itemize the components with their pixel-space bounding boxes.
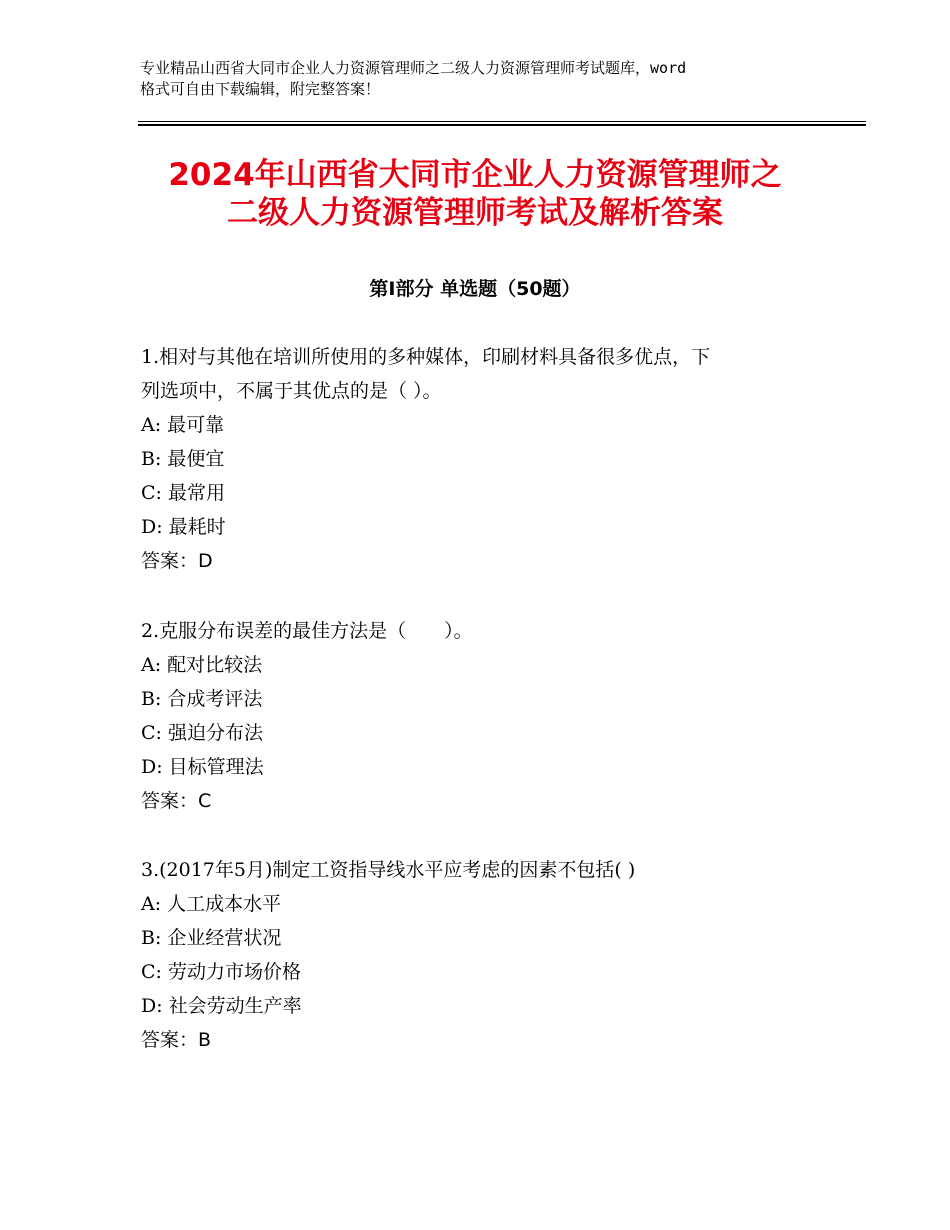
document-title-line-2: 二级人力资源管理师考试及解析答案 <box>227 195 723 231</box>
option-c: C: 劳动力市场价格 <box>141 961 301 983</box>
option-d: D: 社会劳动生产率 <box>141 995 302 1017</box>
question-stem <box>141 853 821 887</box>
option-b: B: 最便宜 <box>141 448 225 470</box>
question-stem <box>141 614 821 648</box>
answer: 答案：D <box>141 550 213 572</box>
option-a: A: 配对比较法 <box>141 654 263 676</box>
section-heading: 第Ⅰ部分 单选题（50题） <box>369 278 581 300</box>
answer: 答案：B <box>141 1029 212 1051</box>
question-1 <box>141 340 821 578</box>
option-a: A: 最可靠 <box>141 414 225 436</box>
question-3 <box>141 853 821 1057</box>
option-d: D: 最耗时 <box>141 516 226 538</box>
question-stem-line: 列选项中，不属于其优点的是（ ）。 <box>141 380 442 402</box>
option-a: A: 人工成本水平 <box>141 893 282 915</box>
header-note <box>140 58 830 100</box>
question-stem-line: 3.(2017年5月)制定工资指导线水平应考虑的因素不包括( ) <box>141 859 636 881</box>
header-divider-thick <box>138 124 866 126</box>
question-2 <box>141 614 821 818</box>
header-divider-thin <box>138 121 866 122</box>
option-d: D: 目标管理法 <box>141 756 264 778</box>
answer: 答案：C <box>141 790 212 812</box>
document-title <box>100 156 850 232</box>
option-b: B: 合成考评法 <box>141 688 263 710</box>
question-stem-line: 2.克服分布误差的最佳方法是（ ）。 <box>141 620 473 642</box>
header-note-line-2: 格式可自由下载编辑，附完整答案！ <box>140 80 381 98</box>
header-note-line-1: 专业精品山西省大同市企业人力资源管理师之二级人力资源管理师考试题库，word <box>140 59 687 77</box>
option-b: B: 企业经营状况 <box>141 927 282 949</box>
option-c: C: 强迫分布法 <box>141 722 263 744</box>
question-stem-line: 1.相对与其他在培训所使用的多种媒体，印刷材料具备很多优点，下 <box>141 346 711 368</box>
document-title-line-1: 2024年山西省大同市企业人力资源管理师之 <box>168 157 782 193</box>
option-c: C: 最常用 <box>141 482 225 504</box>
question-stem <box>141 340 821 408</box>
